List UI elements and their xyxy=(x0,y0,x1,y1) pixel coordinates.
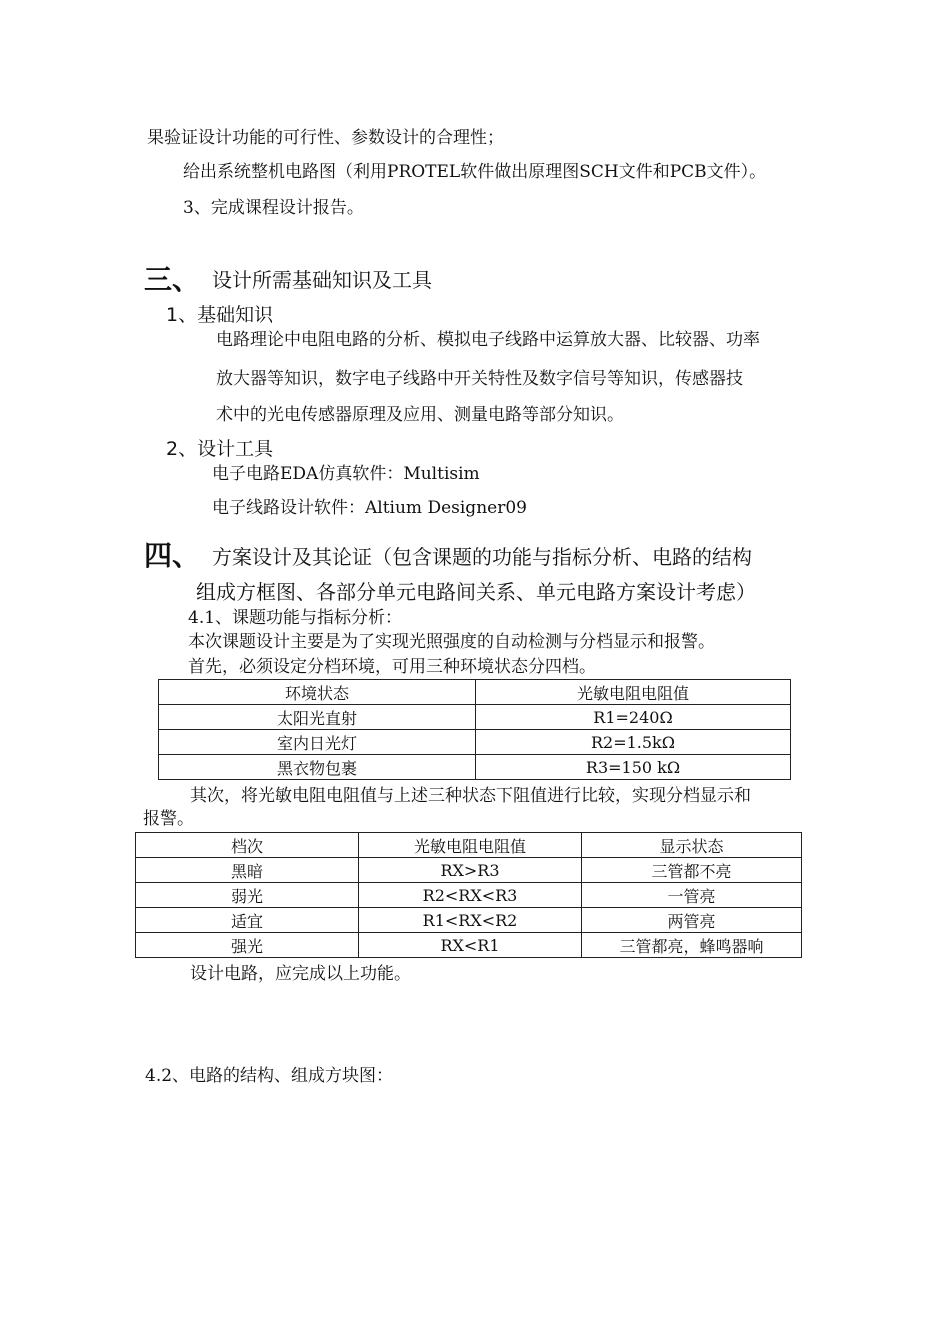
paragraph-line: 本次课题设计主要是为了实现光照强度的自动检测与分档显示和报警。 xyxy=(188,632,715,652)
table-row xyxy=(159,730,791,755)
subsection-title: 2、设计工具 xyxy=(166,438,274,460)
subsection-title: 4.1、课题功能与指标分析： xyxy=(188,608,403,628)
table-header: 光敏电阻电阻值 xyxy=(359,833,582,858)
table-cell: 弱光 xyxy=(136,883,359,908)
table-cell: 太阳光直射 xyxy=(159,705,476,730)
table-row xyxy=(136,908,802,933)
table-header: 档次 xyxy=(136,833,359,858)
table-row xyxy=(136,883,802,908)
section-title: 设计所需基础知识及工具 xyxy=(212,268,432,292)
section-number: 四、 xyxy=(144,539,201,572)
tool-line: 电子线路设计软件：Altium Designer09 xyxy=(212,498,527,518)
table-cell: 黑暗 xyxy=(136,858,359,883)
section-title: 组成方框图、各部分单元电路间关系、单元电路方案设计考虑） xyxy=(196,580,756,604)
table-row xyxy=(159,705,791,730)
table-cell: 黑衣物包裹 xyxy=(159,755,476,780)
table-cell: R3=150 kΩ xyxy=(476,755,791,780)
table-cell: RX<R1 xyxy=(359,933,582,958)
table-cell: 三管都亮，蜂鸣器响 xyxy=(582,933,802,958)
level-table xyxy=(135,832,802,958)
subsection-title: 4.2、电路的结构、组成方块图： xyxy=(145,1066,394,1086)
section-title: 方案设计及其论证（包含课题的功能与指标分析、电路的结构 xyxy=(212,545,752,569)
table-cell: 强光 xyxy=(136,933,359,958)
table-cell: R2<RX<R3 xyxy=(359,883,582,908)
table-header: 显示状态 xyxy=(582,833,802,858)
paragraph-line: 设计电路，应完成以上功能。 xyxy=(190,964,411,984)
paragraph-line: 首先，必须设定分档环境，可用三种环境状态分四档。 xyxy=(188,657,596,677)
table-cell: 三管都不亮 xyxy=(582,858,802,883)
text-line: 3、完成课程设计报告。 xyxy=(183,198,364,218)
table-cell: 适宜 xyxy=(136,908,359,933)
table-cell: R1=240Ω xyxy=(476,705,791,730)
table-cell: RX>R3 xyxy=(359,858,582,883)
table-cell: 一管亮 xyxy=(582,883,802,908)
text-line: 果验证设计功能的可行性、参数设计的合理性； xyxy=(147,128,504,148)
table-row xyxy=(136,858,802,883)
subsection-title: 1、基础知识 xyxy=(166,304,274,326)
table-cell: R2=1.5kΩ xyxy=(476,730,791,755)
paragraph-line: 报警。 xyxy=(143,809,194,829)
table-cell: 两管亮 xyxy=(582,908,802,933)
text-line: 给出系统整机电路图（利用PROTEL软件做出原理图SCH文件和PCB文件）。 xyxy=(183,162,767,182)
table-cell: 室内日光灯 xyxy=(159,730,476,755)
paragraph-line: 术中的光电传感器原理及应用、测量电路等部分知识。 xyxy=(216,405,624,425)
paragraph-line: 电路理论中电阻电路的分析、模拟电子线路中运算放大器、比较器、功率 xyxy=(216,330,760,350)
paragraph-line: 放大器等知识，数字电子线路中开关特性及数字信号等知识，传感器技 xyxy=(216,369,743,389)
table-header-row xyxy=(159,680,791,705)
environment-table xyxy=(158,679,791,780)
section-number: 三、 xyxy=(144,263,201,296)
table-header: 环境状态 xyxy=(159,680,476,705)
paragraph-line: 其次，将光敏电阻电阻值与上述三种状态下阻值进行比较，实现分档显示和 xyxy=(190,786,751,806)
table-cell: R1<RX<R2 xyxy=(359,908,582,933)
table-header: 光敏电阻电阻值 xyxy=(476,680,791,705)
table-row xyxy=(136,933,802,958)
tool-line: 电子电路EDA仿真软件：Multisim xyxy=(212,464,480,484)
table-header-row xyxy=(136,833,802,858)
table-row xyxy=(159,755,791,780)
